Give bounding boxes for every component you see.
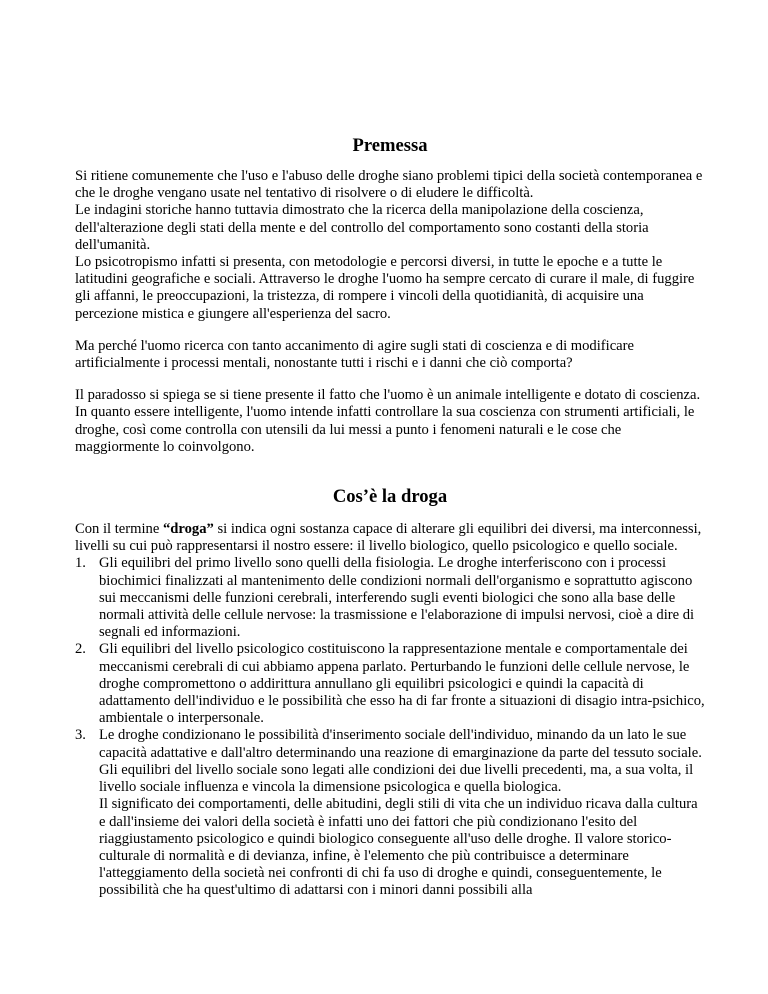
premessa-paragraph-1 xyxy=(75,168,705,323)
list-item-number: 2. xyxy=(75,641,86,658)
droga-term-bold: “droga” xyxy=(162,521,214,538)
list-item xyxy=(75,555,705,641)
premessa-paragraph-2: Ma perché l'uomo ricerca con tanto accanimento di agire sugli stati di coscienza e di modificare artificialmente i processi mentali, nonostante tutti i rischi e i danni che ciò comporta? xyxy=(75,337,634,372)
list-item xyxy=(75,727,705,899)
premessa-paragraph-1-line-1: Si ritiene comunemente che l'uso e l'abuso delle droghe siano problemi tipici della società contemporanea e che le droghe vengano usate nel tentativo di risolvere o di eludere le difficoltà. xyxy=(75,168,703,202)
levels-list xyxy=(75,555,705,899)
premessa-paragraph-1-line-2: Le indagini storiche hanno tuttavia dimostrato che la ricerca della manipolazione della coscienza, dell'alterazione degli stati della mente e del controllo del comportamento sono costanti della storia dell'umanità. xyxy=(75,202,649,253)
list-item-text-continued: Il significato dei comportamenti, delle abitudini, degli stili di vita che un individuo ricava dalla cultura e dall'insieme dei valori della società è infatti uno dei fattori che più condizionano l'esito del riaggiustamento psicologico e quindi biologico conseguente all'uso delle droghe. Il valore storico-culturale di normalità e di devianza, infine, è l'elemento che più contribuisce a determinare l'atteggiamento della società nei confronti di chi fa uso di droghe e quindi, conseguentemente, le possibilità che ha quest'ultimo di adattarsi con i minori danni possibili alla xyxy=(99,796,698,899)
section-title-premessa: Premessa xyxy=(352,135,428,156)
premessa-paragraph-3: Il paradosso si spiega se si tiene presente il fatto che l'uomo è un animale intelligente e dotato di coscienza. In quanto essere intelligente, l'uomo intende infatti controllare la sua coscienza con strumenti artificiali, le droghe, così come controlla con utensili da lui messi a punto i fenomeni naturali e le cose che maggiormente lo coinvolgono. xyxy=(75,387,701,455)
list-item-text: Gli equilibri del primo livello sono quelli della fisiologia. Le droghe interferiscono con i processi biochimici finalizzati al mantenimento delle condizioni normali dell'organismo e soprattutto agiscono sui meccanismi delle funzioni cerebrali, interferendo sugli eventi biologici che sono alla base delle normali attività delle cellule nervose: la trasmissione e l'elaborazione di impulsi nervosi, cioè a dire di segnali ed informazioni. xyxy=(99,555,695,641)
premessa-paragraph-1-line-3: Lo psicotropismo infatti si presenta, con metodologie e percorsi diversi, in tutte le epoche e a tutte le latitudini geografiche e sociali. Attraverso le droghe l'uomo ha sempre cercato di curare il male, di fuggire gli affanni, le preoccupazioni, la tristezza, di rompere i vincoli della quotidianità, di acquisire una percezione mistica e giungere all'esperienza del sacro. xyxy=(75,254,695,322)
list-item xyxy=(75,641,705,727)
document-page xyxy=(75,0,705,900)
droga-intro-paragraph xyxy=(75,521,705,555)
list-item-number: 1. xyxy=(75,555,86,572)
list-item-text: Le droghe condizionano le possibilità d'inserimento sociale dell'individuo, minando da un lato le sue capacità adattative e dall'altro determinando una reazione di emarginazione da parte del tessuto sociale. Gli equilibri del livello sociale sono legati alle condizioni dei due livelli precedenti, ma, a sua volta, il livello sociale influenza e vincola la dimensione psicologica e quella biologica. xyxy=(99,727,702,796)
list-item-number: 3. xyxy=(75,727,86,744)
list-item-text: Gli equilibri del livello psicologico costituiscono la rappresentazione mentale e comportamentale dei meccanismi cerebrali di cui abbiamo appena parlato. Perturbando le funzioni delle cellule nervose, le droghe compromettono o addirittura annullano gli equilibri psicologici e quindi la capacità di adattamento dell'individuo e le possibilità che esso ha di far fronte a situazioni di disagio intra-psichico, ambientale o interpersonale. xyxy=(99,641,705,727)
droga-intro-after: si indica ogni sostanza capace di alterare gli equilibri dei diversi, ma interconnessi, livelli su cui può rappresentarsi il nostro essere: il livello biologico, quello psicologico e quello sociale. xyxy=(75,521,702,555)
section-title-cos-e-la-droga: Cos’è la droga xyxy=(332,486,448,508)
droga-intro-before: Con il termine xyxy=(75,521,163,538)
